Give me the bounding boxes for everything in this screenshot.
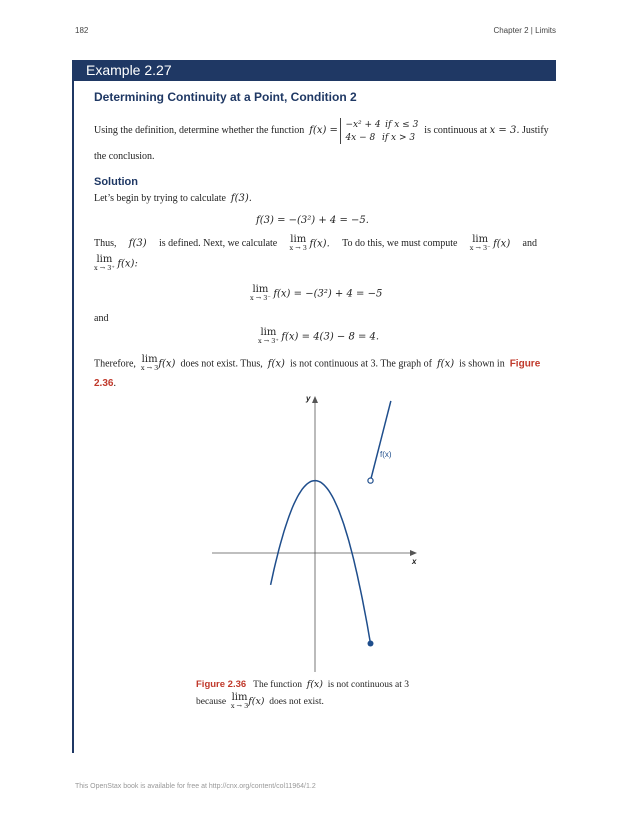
eq2-rest: f(x) = −(3²) + 4 = −5 (273, 288, 383, 300)
intro-justify: Justify (522, 125, 549, 136)
p3-b: does not exist. Thus, (180, 358, 263, 370)
solution-heading: Solution (94, 176, 138, 188)
caption-label: Figure 2.36 (196, 679, 247, 690)
caption-because: because (196, 697, 227, 708)
caption-fx: f(x) (306, 679, 323, 690)
p3-d: is shown in (459, 358, 505, 370)
caption-text3: does not exist. (269, 697, 324, 708)
p3-lim: lim (141, 354, 158, 365)
figure-caption-line2 (196, 694, 324, 710)
p3-sub: x → 3 (140, 364, 159, 372)
p2-d: To do this, we must compute (342, 238, 458, 249)
eq2-sub: x → 3⁻ (250, 294, 271, 302)
line-piece (371, 401, 391, 481)
p3-end: . (113, 378, 116, 389)
closed-point (368, 641, 374, 647)
p2-c: is defined. Next, we calculate (158, 238, 278, 249)
caption-text2: is not continuous at 3 (327, 680, 410, 690)
example-title: Determining Continuity at a Point, Condition 2 (94, 90, 357, 104)
p2-lim-sub-minus: x → 3⁻ (469, 244, 491, 252)
intro-after: is continuous at (424, 125, 488, 136)
intro-text: Using the definition, determine whether the function (94, 125, 305, 136)
p3-fx3: f(x) (436, 358, 455, 370)
p2-lim-word-2: lim (472, 234, 489, 245)
caption-sub: x → 3 (230, 702, 249, 710)
eq1-text: f(3) = −(3²) + 4 = −5. (256, 215, 369, 226)
p1-text: Let’s begin by trying to calculate (94, 193, 226, 204)
eq3-sub: x → 3⁺ (258, 337, 279, 345)
figure-link[interactable]: Figure (509, 358, 541, 370)
p2-lim-word-3: lim (96, 254, 113, 265)
p3-a: Therefore, (94, 358, 136, 370)
p2-fx3: f(x): (117, 258, 138, 270)
eq3-lim: lim (260, 327, 277, 338)
y-axis-label: y (306, 394, 311, 403)
p2-lim-sub: x → 3 (289, 244, 307, 252)
example-banner: Example 2.27 (74, 60, 556, 81)
eq2-lim: lim (252, 284, 269, 295)
p2-lim-word: lim (290, 234, 307, 245)
parabola-curve (271, 481, 371, 644)
curve-label: f(x) (380, 450, 392, 459)
footer: This OpenStax book is available for free at http://cnx.org/content/col11964/1.2 (75, 783, 316, 790)
p3-fx2: f(x) (267, 358, 285, 370)
page-number: 182 (75, 26, 89, 35)
open-point (368, 478, 373, 483)
p3-c: is not continuous at 3. The graph of (289, 358, 432, 370)
piece1-cond: if x ≤ 3 (385, 120, 419, 130)
piece2-expr: 4x − 8 (345, 133, 376, 143)
p2-lim-sub-plus: x → 3⁺ (94, 264, 115, 272)
intro-line2: the conclusion. (94, 151, 155, 162)
p2-fx: f(x). (309, 238, 330, 250)
caption-lim: lim (231, 692, 248, 703)
figure-caption-line1 (196, 678, 409, 692)
intro-point: x = 3. (489, 125, 520, 136)
y-axis-arrow (312, 396, 318, 403)
piece1-expr: −x² + 4 (345, 120, 381, 130)
and-text: and (94, 313, 109, 324)
caption-text1: The function (253, 680, 302, 690)
intro-function: f(x) = (309, 125, 338, 136)
p3-fx: f(x) (158, 358, 176, 370)
x-axis-label: x (412, 557, 417, 566)
piece2-cond: if x > 3 (381, 133, 416, 143)
p2-b: f(3) (128, 238, 147, 249)
x-axis-arrow (410, 550, 417, 556)
figure-link-number[interactable]: 2.36 (94, 378, 114, 389)
eq3-rest: f(x) = 4(3) − 8 = 4. (281, 331, 380, 343)
p2-and: and (522, 238, 537, 249)
p2-a: Thus, (94, 238, 117, 249)
p1-math: f(3). (230, 193, 252, 204)
chapter-header: Chapter 2 | Limits (493, 26, 556, 35)
caption-fx2: f(x) (248, 696, 265, 708)
p2-fx2: f(x) (493, 238, 511, 250)
